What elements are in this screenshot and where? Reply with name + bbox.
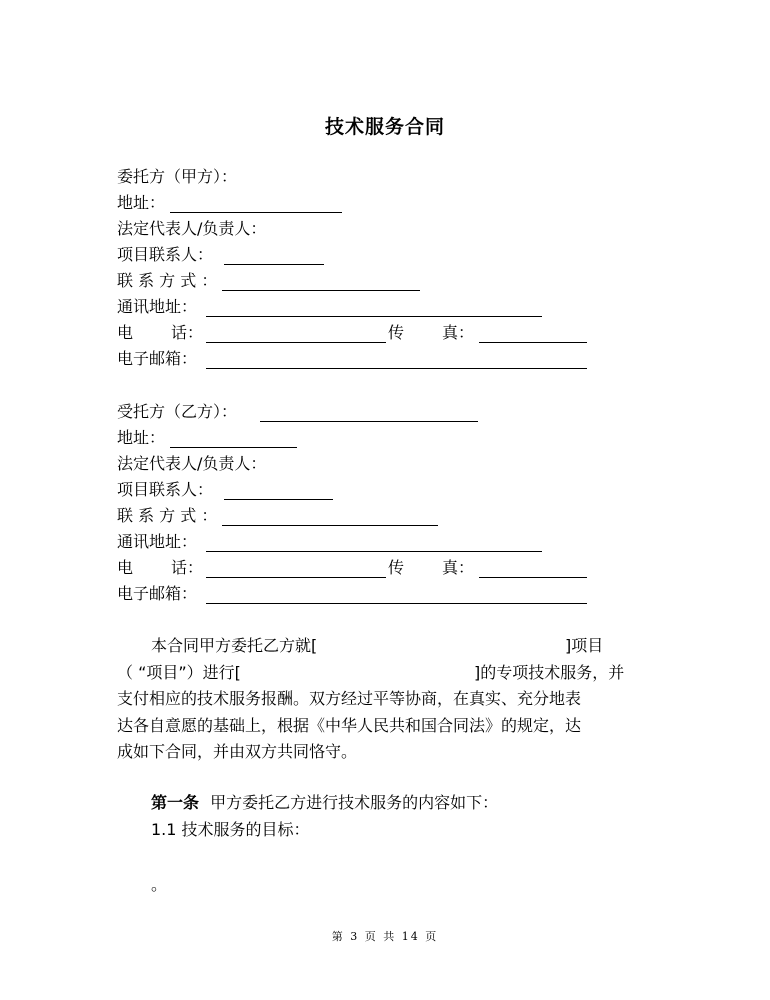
party-a-email-field[interactable] — [206, 368, 587, 369]
party-b-mail-address-field[interactable] — [206, 551, 542, 552]
party-b-email-field[interactable] — [206, 603, 587, 604]
party-b-phone-field[interactable] — [206, 577, 386, 578]
party-a-email-label: 电子邮箱： — [117, 349, 198, 368]
article-1-text: 甲方委托乙方进行技术服务的内容如下： — [210, 793, 499, 812]
intro-line-5: 成如下合同，并由双方共同恪守。 — [117, 742, 358, 761]
party-a-legal-rep-label: 法定代表人/负责人： — [117, 219, 267, 238]
party-a-heading: 委托方（甲方）： — [117, 167, 238, 186]
party-a-fax-label-b: 真： — [442, 323, 475, 342]
party-b-contact-field[interactable] — [224, 499, 333, 500]
party-a-address-field[interactable] — [170, 212, 342, 213]
party-b-fax-field[interactable] — [479, 577, 587, 578]
intro-line-1 — [117, 633, 657, 660]
party-b-address-field[interactable] — [170, 447, 297, 448]
intro-line-4: 达各自意愿的基础上，根据《中华人民共和国合同法》的规定，达 — [117, 715, 582, 735]
article-1-label: 第一条 — [151, 793, 200, 812]
article-1-end-mark: 。 — [151, 875, 168, 894]
intro-paragraph — [117, 633, 657, 766]
party-a-phone-field[interactable] — [206, 342, 386, 343]
party-a-fax-field[interactable] — [479, 342, 587, 343]
party-b-phone-label-b: 话： — [171, 558, 204, 577]
party-a-contact-field[interactable] — [224, 264, 324, 265]
contract-title: 技术服务合同 — [324, 116, 445, 138]
party-b-contact-method-field[interactable] — [222, 525, 438, 526]
party-a-contact-method-field[interactable] — [222, 290, 420, 291]
party-a-phone-label-a: 电 — [117, 323, 134, 342]
party-a-address-label: 地址： — [117, 193, 166, 212]
party-a-fax-label-a: 传 — [388, 323, 405, 342]
party-b-mail-address-label: 通讯地址： — [117, 532, 198, 551]
party-b-heading: 受托方（乙方）： — [117, 402, 238, 421]
party-b-legal-rep-label: 法定代表人/负责人： — [117, 454, 267, 473]
party-b-name-field[interactable] — [260, 421, 478, 422]
party-b-address-label: 地址： — [117, 428, 166, 447]
party-b-phone-label-a: 电 — [117, 558, 134, 577]
party-b-contact-label: 项目联系人： — [117, 480, 214, 499]
intro-line-1-end: ]项目 — [565, 636, 604, 655]
party-b-fax-label-b: 真： — [442, 558, 475, 577]
article-1-heading — [151, 792, 498, 814]
party-b-email-label: 电子邮箱： — [117, 584, 198, 603]
party-a-mail-address-field[interactable] — [206, 316, 542, 317]
intro-line-2-start: （ “项目”）进行[ — [117, 662, 241, 682]
party-a-phone-label-b: 话： — [171, 323, 204, 342]
article-1-item-1-1: 1.1 技术服务的目标： — [151, 820, 310, 839]
party-a-contact-method-label: 联 系 方 式 ： — [117, 271, 218, 290]
intro-line-1-start: 本合同甲方委托乙方就[ — [151, 636, 318, 655]
page-number-footer: 第 3 页 共 14 页 — [331, 930, 439, 943]
intro-line-2-end: ]的专项技术服务，并 — [474, 662, 625, 682]
party-b-fax-label-a: 传 — [388, 558, 405, 577]
party-b-contact-method-label: 联 系 方 式 ： — [117, 506, 218, 525]
intro-line-2 — [117, 660, 657, 687]
intro-line-3: 支付相应的技术服务报酬。双方经过平等协商，在真实、充分地表 — [117, 689, 582, 708]
party-a-mail-address-label: 通讯地址： — [117, 297, 198, 316]
party-a-contact-label: 项目联系人： — [117, 245, 214, 264]
